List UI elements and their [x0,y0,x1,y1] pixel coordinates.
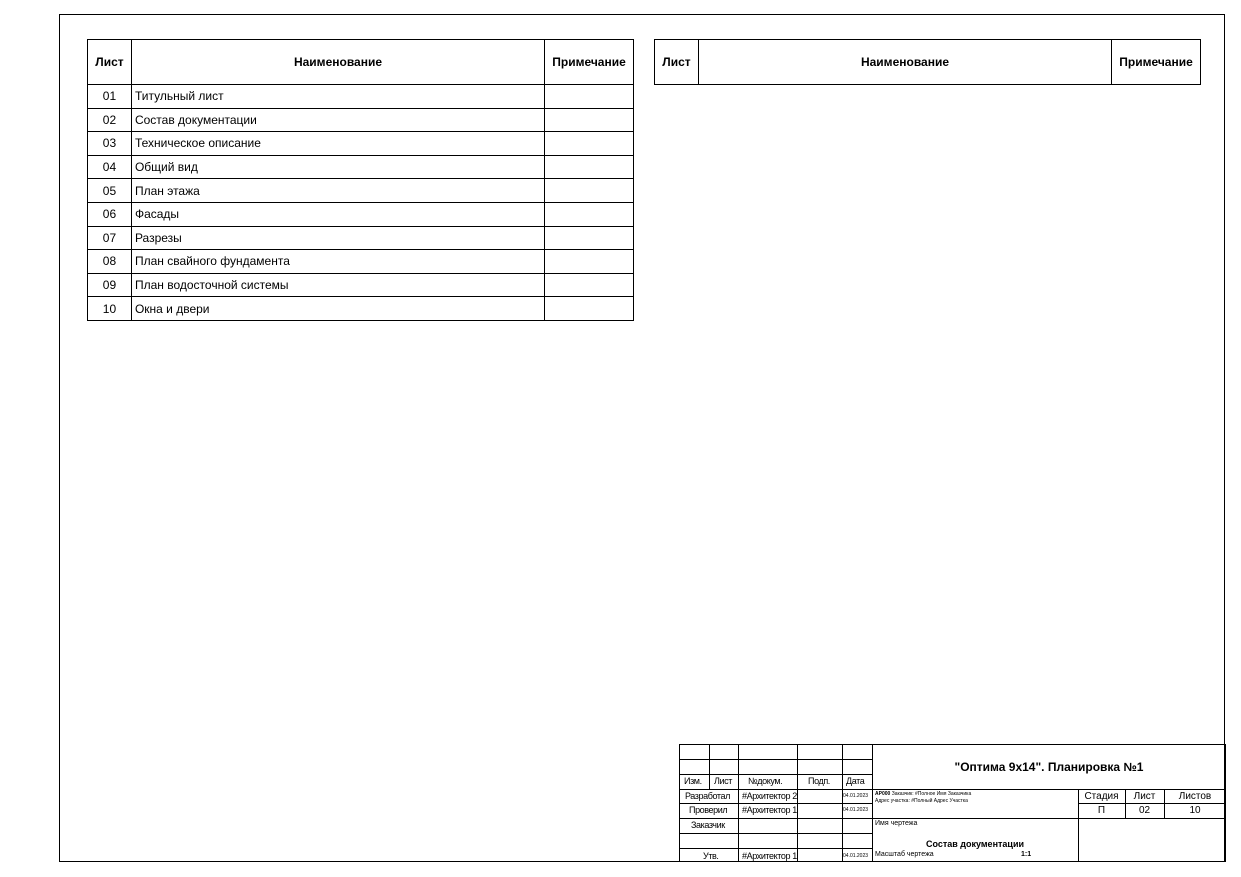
title-block [679,744,1226,862]
customer-value: #Полное Имя Заказчика [915,791,972,797]
table-row [88,155,634,179]
table-header-row [655,40,1201,85]
date-checked: 04.01.2023 [843,807,869,813]
row-sheet-name: Титульный лист [131,85,544,109]
address-value: #Полный Адрес Участка [911,798,968,804]
header-doc-no: №докум. [748,776,783,786]
row-sheet-number: 06 [88,202,132,226]
project-code: АР000 [875,791,891,797]
table-row [88,85,634,109]
row-note [545,297,634,321]
col-header-name: Наименование [131,40,544,85]
sheets-value: 10 [1189,805,1201,816]
row-sheet-number: 09 [88,273,132,297]
person-approved: #Архитектор 1 [742,851,797,861]
role-developed: Разработал [685,791,730,801]
table-row [88,108,634,132]
row-note [545,202,634,226]
row-sheet-name: Состав документации [131,108,544,132]
continuation-table [654,39,1201,85]
row-sheet-number: 05 [88,179,132,203]
row-sheet-number: 07 [88,226,132,250]
stage-value: П [1097,805,1106,816]
col-header-note: Примечание [1112,40,1201,85]
header-izm: Изм. [684,776,702,786]
table-row [88,132,634,156]
role-customer: Заказчик [691,820,725,830]
row-note [545,250,634,274]
stage-header: Стадия [1084,791,1119,802]
row-sheet-number: 01 [88,85,132,109]
header-sign: Подп. [808,776,830,786]
customer-label: Заказчик: [891,791,914,797]
table-row [88,273,634,297]
project-title: "Оптима 9x14". Планировка №1 [954,760,1144,774]
row-sheet-name: Техническое описание [131,132,544,156]
table-row [88,226,634,250]
col-header-sheet: Лист [88,40,132,85]
col-header-name: Наименование [698,40,1111,85]
drawing-name-label: Имя чертежа [875,820,918,827]
row-sheet-number: 04 [88,155,132,179]
row-note [545,273,634,297]
row-note [545,155,634,179]
scale-value: 1:1 [1021,851,1032,858]
row-sheet-number: 02 [88,108,132,132]
col-header-note: Примечание [545,40,634,85]
table-row [88,202,634,226]
row-sheet-name: Окна и двери [131,297,544,321]
row-note [545,226,634,250]
row-sheet-name: Общий вид [131,155,544,179]
row-sheet-number: 10 [88,297,132,321]
header-list: Лист [714,776,732,786]
address-label: Адрес участка: [875,798,910,804]
row-note [545,132,634,156]
col-header-sheet: Лист [655,40,699,85]
role-checked: Проверил [689,805,728,815]
role-approved: Утв. [703,851,719,861]
row-sheet-name: План этажа [131,179,544,203]
row-note [545,108,634,132]
table-row [88,179,634,203]
row-sheet-number: 03 [88,132,132,156]
row-sheet-name: Фасады [131,202,544,226]
drawing-name: Состав документации [925,839,1025,849]
sheets-header: Листов [1178,791,1212,802]
date-developed: 04.01.2023 [843,793,869,799]
table-row [88,250,634,274]
person-developed: #Архитектор 2 [742,791,797,801]
sheet-header: Лист [1133,791,1156,802]
person-checked: #Архитектор 1 [742,805,797,815]
header-date: Дата [846,776,865,786]
row-sheet-name: План свайного фундамента [131,250,544,274]
table-row [88,297,634,321]
row-sheet-name: Разрезы [131,226,544,250]
row-sheet-number: 08 [88,250,132,274]
table-header-row [88,40,634,85]
sheet-value: 02 [1138,805,1151,816]
date-approved: 04.01.2023 [843,853,869,859]
sheet-list-table [87,39,634,321]
row-note [545,179,634,203]
row-note [545,85,634,109]
row-sheet-name: План водосточной системы [131,273,544,297]
scale-label: Масштаб чертежа [875,851,934,858]
